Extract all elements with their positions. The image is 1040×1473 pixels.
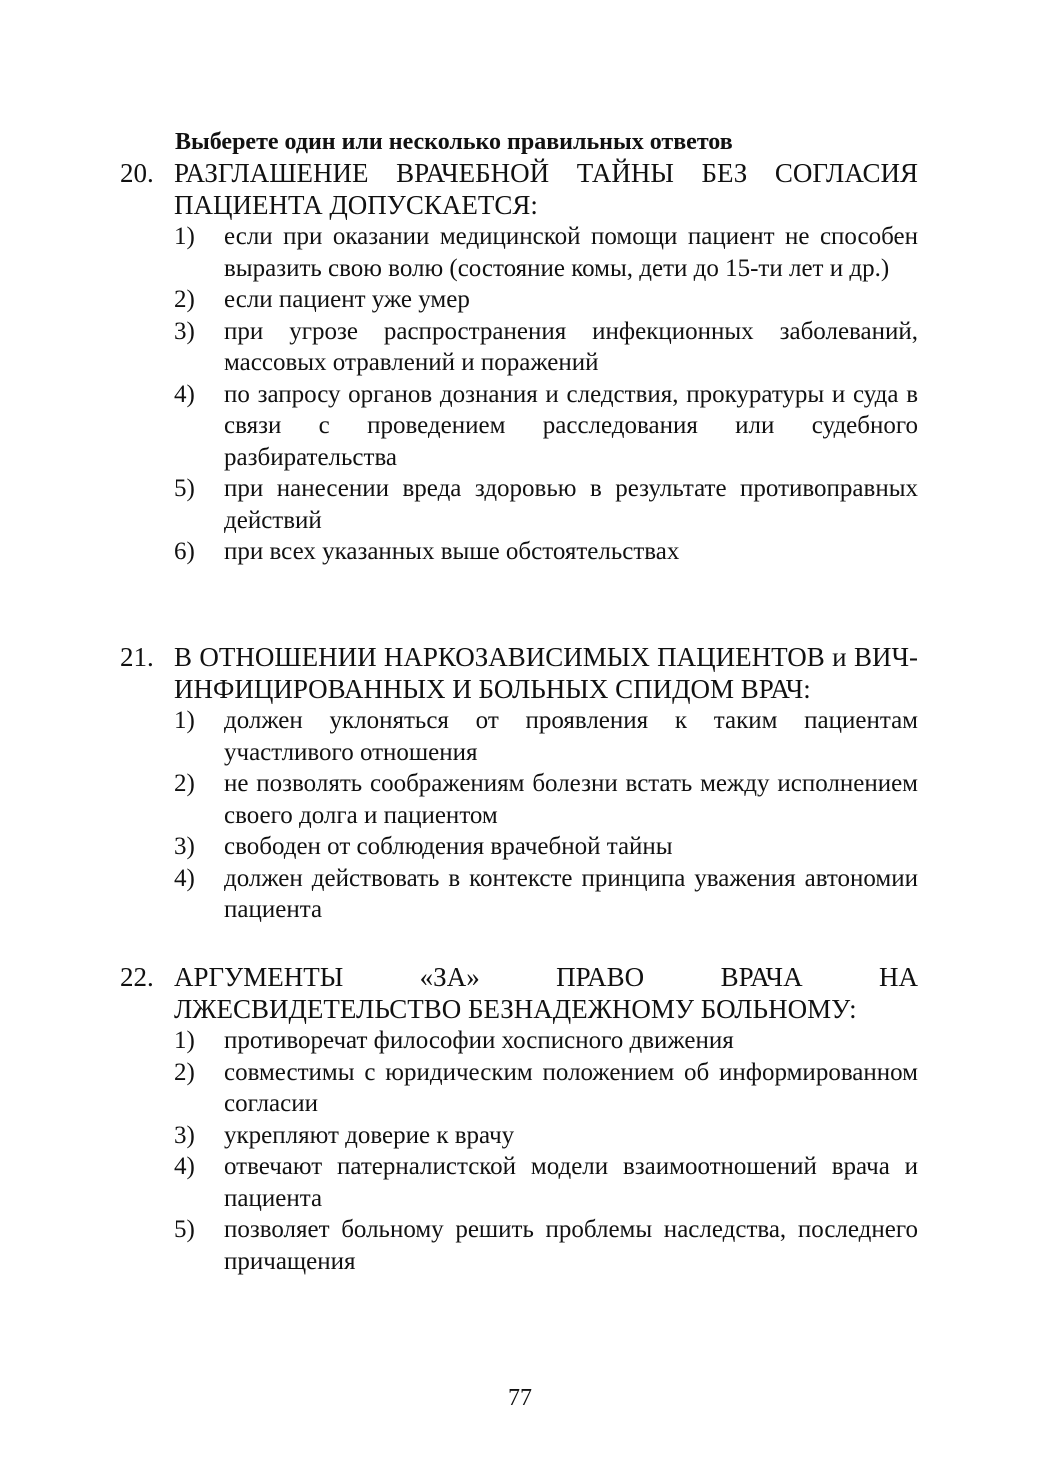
option-text: укрепляют доверие к врачу	[224, 1121, 515, 1149]
option-text: свободен от соблюдения врачебной тайны	[224, 833, 673, 860]
option-text: по запросу органов дознания и следствия, прокуратуры и суда в связи с проведением расследования или судебного разбирательства	[224, 380, 918, 471]
answer-options	[120, 1025, 918, 1277]
option-text: совместимы с юридическим положением об информированном согласии	[224, 1058, 918, 1117]
question-number: 22.	[120, 962, 154, 992]
answer-options	[120, 221, 918, 568]
answer-option	[174, 316, 918, 379]
option-number: 3)	[174, 833, 195, 860]
option-number: 1)	[174, 707, 195, 734]
option-text: при угрозе распространения инфекционных заболеваний, массовых отравлений и поражений	[224, 317, 918, 376]
page-number: 77	[508, 1385, 532, 1411]
option-text: при всех указанных выше обстоятельствах	[224, 538, 680, 565]
answer-option	[174, 831, 918, 863]
option-number: 4)	[174, 1153, 195, 1180]
question-number: 20.	[120, 158, 154, 188]
answer-option	[174, 221, 918, 284]
answer-option	[174, 863, 918, 926]
answer-option	[174, 284, 918, 316]
answer-option	[174, 768, 918, 831]
question-20	[120, 157, 918, 568]
option-number: 2)	[174, 770, 195, 797]
question-header	[120, 157, 918, 221]
question-21	[120, 641, 918, 926]
option-number: 2)	[174, 286, 195, 313]
question-header	[120, 961, 918, 1025]
option-number: 3)	[174, 317, 195, 345]
option-number: 2)	[174, 1058, 195, 1086]
option-text: позволяет больному решить проблемы наследства, последнего причащения	[224, 1216, 918, 1275]
option-number: 5)	[174, 1216, 195, 1243]
option-text: не позволять соображениям болезни встать между исполнением своего долга и пациентом	[224, 770, 918, 829]
question-text: В ОТНОШЕНИИ НАРКОЗАВИСИМЫХ ПАЦИЕНТОВ и ВИЧ-ИНФИЦИРОВАННЫХ И БОЛЬНЫХ СПИДОМ ВРАЧ:	[174, 642, 918, 704]
option-text: должен уклоняться от проявления к таким пациентам участливого отношения	[224, 707, 918, 766]
answer-option	[174, 379, 918, 474]
question-number: 21.	[120, 642, 154, 672]
question-text: РАЗГЛАШЕНИЕ ВРАЧЕБНОЙ ТАЙНЫ БЕЗ СОГЛАСИЯ ПАЦИЕНТА ДОПУСКАЕТСЯ:	[174, 158, 918, 220]
option-number: 1)	[174, 1027, 195, 1054]
option-text: отвечают патерналистской модели взаимоотношений врача и пациента	[224, 1153, 918, 1212]
option-number: 3)	[174, 1121, 195, 1149]
option-text: должен действовать в контексте принципа уважения автономии пациента	[224, 864, 918, 923]
option-number: 6)	[174, 538, 195, 565]
option-text: при нанесении вреда здоровью в результате противоправных действий	[224, 475, 918, 534]
answer-option	[174, 1120, 918, 1152]
option-text: противоречат философии хосписного движения	[224, 1027, 734, 1054]
option-text: если пациент уже умер	[224, 286, 470, 313]
answer-options	[120, 705, 918, 926]
answer-option	[174, 1025, 918, 1057]
option-number: 1)	[174, 223, 195, 250]
answer-option	[174, 1057, 918, 1120]
answer-option	[174, 705, 918, 768]
question-header	[120, 641, 918, 705]
answer-option	[174, 1214, 918, 1277]
answer-option	[174, 473, 918, 536]
answer-option	[174, 1151, 918, 1214]
option-number: 5)	[174, 475, 195, 502]
question-22	[120, 961, 918, 1277]
question-text: АРГУМЕНТЫ «ЗА» ПРАВО ВРАЧА НА ЛЖЕСВИДЕТЕЛЬСТВО БЕЗНАДЕЖНОМУ БОЛЬНОМУ:	[174, 962, 918, 1024]
answer-option	[174, 536, 918, 568]
option-number: 4)	[174, 380, 195, 408]
option-number: 4)	[174, 864, 195, 892]
option-text: если при оказании медицинской помощи пациент не способен выразить свою волю (состояние комы, дети до 15-ти лет и др.)	[224, 223, 918, 282]
instruction-heading: Выберете один или несколько правильных ответов	[175, 129, 733, 155]
